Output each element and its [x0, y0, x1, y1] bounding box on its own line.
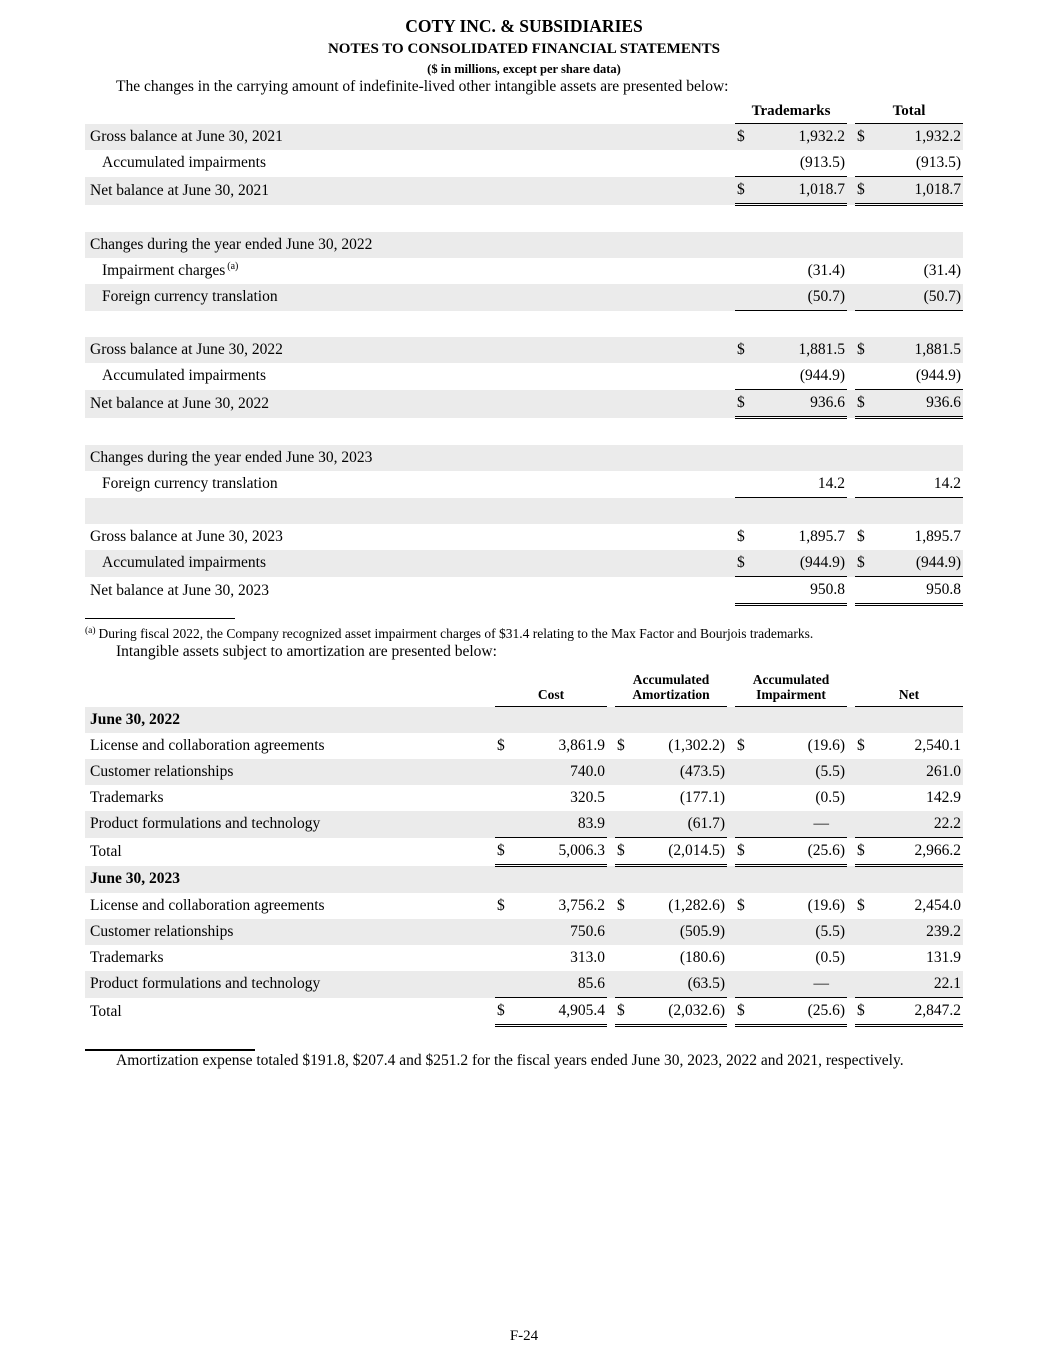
table-row: [85, 390, 963, 418]
table-row: [85, 919, 963, 945]
value-accumulated-impairment: (19.6): [807, 897, 846, 914]
value-accumulated-impairment: (0.5): [815, 789, 846, 806]
section-label: June 30, 2023: [90, 870, 180, 888]
dollar-sign: $: [737, 341, 745, 358]
closing-paragraph: Amortization expense totaled $191.8, $207.4 and $251.2 for the fiscal years ended June 30, 2023, 2022 and 2021, respectively.: [116, 1052, 904, 1069]
col-spacer: [847, 785, 855, 811]
section-row: [85, 866, 963, 894]
col-spacer: [847, 232, 855, 258]
table-row: [85, 733, 963, 759]
dollar-sign: [855, 471, 877, 498]
row-label-text: Impairment charges: [102, 262, 226, 279]
col-spacer: [727, 866, 735, 894]
dollar-sign: [615, 919, 637, 945]
document-header: [85, 16, 963, 77]
table-row: [85, 177, 963, 205]
col-spacer: [727, 733, 735, 759]
row-label: [85, 418, 735, 446]
value-accumulated-impairment: (25.6): [757, 998, 847, 1026]
value-net: 239.2: [926, 923, 962, 940]
value-total: 1,881.5: [914, 341, 962, 358]
column-header-accumulated-impairment: Accumulated Impairment: [735, 662, 847, 707]
value-accumulated-amortization: (1,302.2): [668, 737, 726, 754]
col-spacer: [607, 838, 615, 866]
column-header-net: Net: [855, 662, 963, 707]
col-spacer: [607, 662, 615, 707]
value-net: 142.9: [926, 789, 962, 806]
col-spacer: [847, 998, 855, 1026]
footnote: [85, 625, 963, 642]
footnote-marker: (a): [85, 625, 96, 636]
dollar-sign: [735, 919, 757, 945]
dollar-sign: [855, 759, 877, 785]
col-spacer: [847, 363, 855, 390]
col-spacer: [607, 945, 615, 971]
dollar-sign: [735, 150, 757, 177]
col-spacer: [607, 707, 615, 734]
value-net: 261.0: [926, 763, 962, 780]
value-accumulated-impairment: (5.5): [815, 923, 846, 940]
table-row: [85, 337, 963, 363]
dollar-sign: $: [495, 838, 517, 866]
value-cost: 4,905.4: [517, 998, 607, 1026]
dollar-sign: [735, 577, 757, 605]
row-label: Changes during the year ended June 30, 2022: [90, 236, 373, 253]
intro-paragraph-indefinite-lived: The changes in the carrying amount of indefinite-lived other intangible assets are presented below:: [116, 78, 729, 95]
total-row: [85, 838, 963, 866]
col-spacer: [847, 919, 855, 945]
dollar-sign: $: [735, 998, 757, 1026]
dollar-sign: $: [855, 550, 877, 577]
dollar-sign: $: [615, 998, 637, 1026]
footnote-rule: [85, 618, 235, 619]
table-row: [85, 524, 963, 550]
row-label: License and collaboration agreements: [90, 897, 325, 914]
table-row: [85, 471, 963, 498]
dollar-sign: $: [615, 838, 637, 866]
value-accumulated-impairment: —: [757, 971, 847, 998]
dollar-sign: $: [497, 897, 505, 914]
col-spacer: [847, 124, 855, 151]
value-cost: 83.9: [517, 811, 607, 838]
row-label: Customer relationships: [90, 763, 234, 780]
table-row: [85, 232, 963, 258]
dollar-sign: $: [855, 177, 877, 205]
dollar-sign: $: [737, 528, 745, 545]
col-spacer: [607, 998, 615, 1026]
col-spacer: [727, 945, 735, 971]
column-header-accumulated-amortization: Accumulated Amortization: [615, 662, 727, 707]
value-net: 131.9: [926, 949, 962, 966]
dollar-sign: $: [497, 737, 505, 754]
col-spacer: [727, 893, 735, 919]
value-accumulated-amortization: (505.9): [679, 923, 726, 940]
value-trademarks: 1,895.7: [798, 528, 846, 545]
dollar-sign: [735, 971, 757, 998]
value-cost: 85.6: [517, 971, 607, 998]
col-spacer: [847, 177, 855, 205]
table-row: [85, 759, 963, 785]
col-spacer: [847, 971, 855, 998]
col-spacer: [607, 785, 615, 811]
col-spacer: [607, 866, 615, 894]
table-row: [85, 550, 963, 577]
row-label: License and collaboration agreements: [90, 737, 325, 754]
dollar-sign: [495, 945, 517, 971]
value-accumulated-amortization: (2,032.6): [637, 998, 727, 1026]
row-label: Trademarks: [90, 949, 164, 966]
value-accumulated-impairment: —: [757, 811, 847, 838]
value-accumulated-impairment: (19.6): [807, 737, 846, 754]
dollar-sign: [495, 919, 517, 945]
value-accumulated-amortization: (2,014.5): [637, 838, 727, 866]
row-label: Total: [90, 842, 122, 860]
dollar-sign: [855, 971, 877, 998]
value-total: (913.5): [877, 150, 963, 177]
col-spacer: [847, 838, 855, 866]
table-row: [85, 284, 963, 311]
value-accumulated-amortization: (177.1): [679, 789, 726, 806]
spacer-row: [85, 311, 963, 338]
dollar-sign: [495, 759, 517, 785]
table-row: [85, 150, 963, 177]
dollar-sign: [735, 759, 757, 785]
dollar-sign: [735, 363, 757, 390]
col-spacer: [847, 866, 855, 894]
col-spacer: [727, 785, 735, 811]
dollar-sign: [495, 971, 517, 998]
dollar-sign: [615, 759, 637, 785]
value-trademarks: 936.6: [757, 390, 847, 418]
value-cost: 320.5: [570, 789, 605, 806]
col-spacer: [847, 662, 855, 707]
dollar-sign: [855, 150, 877, 177]
column-header-total: Total: [855, 97, 963, 124]
column-header-trademarks: Trademarks: [735, 97, 847, 124]
row-label: Gross balance at June 30, 2021: [90, 127, 283, 145]
value-total: (50.7): [877, 284, 963, 311]
dollar-sign: $: [855, 838, 877, 866]
value-total: 936.6: [877, 390, 963, 418]
value-total: (944.9): [877, 363, 963, 390]
col-spacer: [847, 445, 855, 471]
footnote-ref: (a): [227, 260, 239, 272]
row-label: Accumulated impairments: [102, 554, 266, 572]
row-label: Accumulated impairments: [102, 367, 266, 385]
value-cost: 5,006.3: [517, 838, 607, 866]
col-spacer: [847, 258, 855, 284]
value-trademarks: 950.8: [757, 577, 847, 605]
col-spacer: [847, 311, 855, 338]
col-spacer: [847, 337, 855, 363]
value-net: 2,540.1: [914, 737, 962, 754]
company-name: COTY INC. & SUBSIDIARIES: [405, 16, 643, 36]
col-spacer: [847, 97, 855, 124]
col-spacer: [847, 150, 855, 177]
value-accumulated-impairment: (0.5): [815, 949, 846, 966]
table-row: [85, 445, 963, 471]
dollar-sign: $: [735, 390, 757, 418]
table-row: [85, 893, 963, 919]
dollar-sign: [855, 284, 877, 311]
dollar-sign: [735, 811, 757, 838]
dollar-sign: $: [735, 838, 757, 866]
row-label: Net balance at June 30, 2022: [90, 394, 270, 412]
col-spacer: [847, 471, 855, 498]
col-spacer: [607, 919, 615, 945]
value-total: 1,932.2: [914, 128, 962, 145]
dollar-sign: $: [857, 897, 865, 914]
row-label: Product formulations and technology: [90, 975, 321, 993]
dollar-sign: [735, 258, 757, 284]
row-label: Gross balance at June 30, 2022: [90, 341, 283, 358]
page-number: F-24: [509, 1328, 539, 1344]
value-trademarks: (944.9): [757, 550, 847, 577]
spacer-row: [85, 498, 963, 525]
col-spacer: [607, 759, 615, 785]
col-spacer: [847, 418, 855, 446]
value-trademarks: 1,881.5: [798, 341, 846, 358]
col-spacer: [607, 811, 615, 838]
col-spacer: [727, 919, 735, 945]
dollar-sign: [615, 785, 637, 811]
dollar-sign: $: [857, 528, 865, 545]
table-row: [85, 363, 963, 390]
dollar-sign: $: [737, 737, 745, 754]
dollar-sign: $: [857, 341, 865, 358]
value-accumulated-amortization: (473.5): [679, 763, 726, 780]
dollar-sign: [495, 811, 517, 838]
table-row: [85, 785, 963, 811]
dollar-sign: $: [855, 998, 877, 1026]
value-total: 14.2: [877, 471, 963, 498]
col-spacer: [847, 811, 855, 838]
total-row: [85, 998, 963, 1026]
dollar-sign: $: [617, 897, 625, 914]
col-spacer: [727, 707, 735, 734]
value-net: 22.2: [877, 811, 963, 838]
col-spacer: [847, 524, 855, 550]
dollar-sign: [855, 258, 877, 284]
table-row: [85, 971, 963, 998]
dollar-sign: [615, 971, 637, 998]
value-trademarks: (31.4): [807, 262, 846, 279]
section-row: [85, 707, 963, 734]
col-spacer: [847, 707, 855, 734]
spacer-row: [85, 205, 963, 233]
dollar-sign: $: [737, 897, 745, 914]
dollar-sign: $: [735, 550, 757, 577]
value-accumulated-impairment: (25.6): [757, 838, 847, 866]
dollar-sign: [615, 945, 637, 971]
indefinite-lived-intangibles-table: [85, 97, 963, 606]
value-total: 1,895.7: [914, 528, 962, 545]
dollar-sign: [855, 363, 877, 390]
value-cost: 313.0: [570, 949, 605, 966]
col-spacer: [727, 998, 735, 1026]
row-label: Foreign currency translation: [102, 288, 278, 306]
table-row: [85, 124, 963, 151]
col-spacer: [727, 759, 735, 785]
col-spacer: [847, 284, 855, 311]
units-note: ($ in millions, except per share data): [427, 62, 621, 76]
col-spacer: [727, 811, 735, 838]
dollar-sign: $: [855, 390, 877, 418]
dollar-sign: $: [617, 737, 625, 754]
dollar-sign: $: [737, 128, 745, 145]
row-label: [85, 498, 735, 525]
value-total: (944.9): [877, 550, 963, 577]
dollar-sign: [735, 284, 757, 311]
table-row: [85, 811, 963, 838]
row-label: [85, 258, 735, 284]
value-cost: 750.6: [570, 923, 605, 940]
value-accumulated-amortization: (63.5): [637, 971, 727, 998]
value-net: 22.1: [877, 971, 963, 998]
value-net: 2,966.2: [877, 838, 963, 866]
row-label: Net balance at June 30, 2023: [90, 581, 270, 599]
dollar-sign: [735, 471, 757, 498]
value-accumulated-impairment: (5.5): [815, 763, 846, 780]
value-trademarks: (50.7): [757, 284, 847, 311]
amortizable-intangibles-table: [85, 662, 963, 1027]
value-cost: 740.0: [570, 763, 605, 780]
col-spacer: [727, 971, 735, 998]
table-header-row: [85, 97, 963, 124]
row-label: [85, 205, 735, 233]
value-cost: 3,756.2: [558, 897, 605, 914]
dollar-sign: [735, 945, 757, 971]
col-spacer: [727, 662, 735, 707]
value-trademarks: (913.5): [757, 150, 847, 177]
value-total: 1,018.7: [877, 177, 963, 205]
dollar-sign: [615, 811, 637, 838]
value-trademarks: 1,018.7: [757, 177, 847, 205]
intro-paragraph-amortization: Intangible assets subject to amortization are presented below:: [116, 643, 497, 660]
value-total: 950.8: [877, 577, 963, 605]
col-spacer: [847, 893, 855, 919]
row-label: Accumulated impairments: [102, 154, 266, 172]
col-spacer: [847, 733, 855, 759]
col-spacer: [847, 205, 855, 233]
row-label: Net balance at June 30, 2021: [90, 181, 270, 199]
col-spacer: [847, 550, 855, 577]
dollar-sign: [855, 577, 877, 605]
value-net: 2,847.2: [877, 998, 963, 1026]
row-label: [85, 311, 735, 338]
col-spacer: [847, 498, 855, 525]
row-label: Changes during the year ended June 30, 2023: [90, 449, 373, 466]
row-label: Customer relationships: [90, 923, 234, 940]
col-spacer: [847, 390, 855, 418]
section-label: June 30, 2022: [90, 710, 180, 728]
col-spacer: [847, 945, 855, 971]
value-trademarks: 1,932.2: [798, 128, 846, 145]
col-spacer: [607, 971, 615, 998]
value-cost: 3,861.9: [558, 737, 605, 754]
dollar-sign: [855, 811, 877, 838]
header-spacer: [85, 97, 735, 124]
col-spacer: [607, 893, 615, 919]
dollar-sign: $: [857, 128, 865, 145]
value-accumulated-amortization: (61.7): [637, 811, 727, 838]
dollar-sign: [495, 785, 517, 811]
value-trademarks: 14.2: [757, 471, 847, 498]
col-spacer: [847, 759, 855, 785]
value-total: (31.4): [923, 262, 962, 279]
row-label: Product formulations and technology: [90, 815, 321, 833]
dollar-sign: $: [735, 177, 757, 205]
dollar-sign: [735, 785, 757, 811]
header-spacer: [85, 662, 495, 707]
col-spacer: [607, 733, 615, 759]
row-label: Total: [90, 1002, 122, 1020]
dollar-sign: $: [857, 737, 865, 754]
value-trademarks: (944.9): [757, 363, 847, 390]
dollar-sign: $: [495, 998, 517, 1026]
col-spacer: [847, 577, 855, 605]
column-header-cost: Cost: [495, 662, 607, 707]
table-row: [85, 577, 963, 605]
table-row: [85, 258, 963, 284]
spacer-row: [85, 418, 963, 446]
dollar-sign: [855, 945, 877, 971]
footnote-text: During fiscal 2022, the Company recognized asset impairment charges of $31.4 relating to the Max Factor and Bourjois trademarks.: [98, 626, 814, 641]
dollar-sign: [855, 785, 877, 811]
table-header-row: [85, 662, 963, 707]
dollar-sign: [855, 919, 877, 945]
value-net: 2,454.0: [914, 897, 962, 914]
table-row: [85, 945, 963, 971]
row-label: Trademarks: [90, 789, 164, 806]
value-accumulated-amortization: (180.6): [679, 949, 726, 966]
document-title: NOTES TO CONSOLIDATED FINANCIAL STATEMENTS: [327, 41, 721, 57]
row-label: Foreign currency translation: [102, 475, 278, 493]
row-label: Gross balance at June 30, 2023: [90, 528, 283, 545]
col-spacer: [727, 838, 735, 866]
value-accumulated-amortization: (1,282.6): [668, 897, 726, 914]
